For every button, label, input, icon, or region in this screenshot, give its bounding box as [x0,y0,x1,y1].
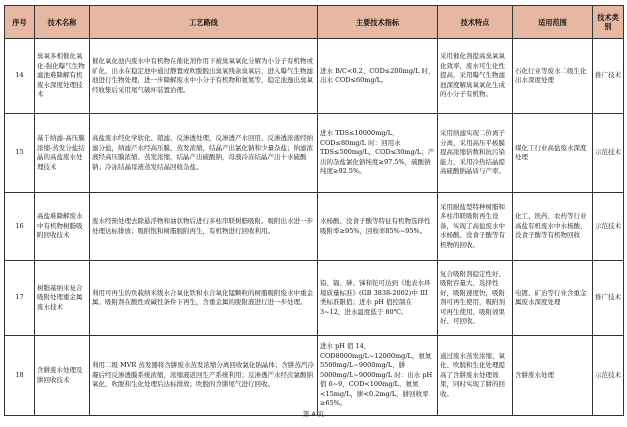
header-metric: 主要技术指标 [318,6,438,39]
cell-metric: 进水 B/C<0.2、COD≤200mg/L 时，出水 COD≤60mg/L。 [318,39,438,114]
cell-route: 利用二级 MVR 蒸发器将含肼废水蒸发浓缩分离回收氯化钠晶体；含肼蒸汽冷凝后经反渗透膜系统浓缩，浓缩液返回生产系统利用；反渗透产水经次氯酸钠氧化、吹脱和生化处理后达标排放；吹脱的含肼尾气进行回收。 [90,336,318,416]
cell-scope: 石化行业等废水二级生化出水深度处理 [513,39,593,114]
cell-category: 推广技术 [593,39,624,114]
cell-route: 废水经预处理去除悬浮物和油状物后进行多柱串联树脂吸附。吸附出水进一步处理达标排放；吸附饱和树脂脱附再生，有机物进行回收利用。 [90,193,318,261]
cell-category: 示范技术 [593,114,624,193]
cell-name: 树脂基纳米复合吸附处理重金属废水技术 [35,261,90,336]
cell-metric: 进水 pH 值 14，COD8000mg/L~12000mg/L，氨氮 5500mg/L~9000mg/L，肼 5000mg/L~9000mg/L 时：出水 pH 值 6~9，COD<100mg/L，氨氮<15mg/L，肼<0.2mg/L，肼回收率≥65%。 [318,336,438,416]
table-row [5,193,624,261]
table-row [5,39,624,114]
cell-category: 示范技术 [593,193,624,261]
cell-scope: 含肼废水处理 [513,336,593,416]
cell-no: 16 [5,193,35,261]
cell-route: 利用可再生的负载纳米级水合氧化铁和水合氧化锰颗粒的树脂吸附废水中重金属。吸附剂在酸性或碱性条件下再生，含重金属的脱附液进行进一步处理。 [90,261,318,336]
table-row [5,114,624,193]
cell-name: 高盐难降解废水中有机物树脂吸附回收技术 [35,193,90,261]
technology-table [4,5,624,416]
cell-no: 14 [5,39,35,114]
header-category: 技术类别 [593,6,624,39]
cell-route: 高盐废水经化学软化、超滤、反渗透处理，反渗透产水回用，反渗透浓液经纳滤分盐，纳滤产水经高压膜、蒸发浓缩，结晶产出氯化钠和少量杂盐；纳滤浓液经高压膜浓缩、蒸发浓缩，结晶产出硫酸钠，母液冷冻结晶产出十水硫酸钠；冷冻结晶母液蒸发结晶回收杂盐。 [90,114,318,193]
header-no: 序号 [5,6,35,39]
cell-no: 18 [5,336,35,416]
header-feature: 技术特点 [438,6,513,39]
cell-route: 催化氧化池内废水中有机物在催化剂作用下被臭氧氧化分解为小分子有机物或矿化，出水在稳定池中通过静置或吹脱脱出臭氧残余臭氧后，进入曝气生物滤池进行生物处理，进一步降解废水中小分子有机物和氨氮等，稳定池逸出臭氧经收集后采用尾气破坏装置治理。 [90,39,318,114]
cell-no: 17 [5,261,35,336]
table-row [5,261,624,336]
cell-no: 15 [5,114,35,193]
cell-metric: 进水 TDS≤10000mg/L，COD≤80mg/L 时：回用水 TDS≤500mg/L，COD≤30mg/L；产出的杂盐氯化钠纯度≥97.5%，硫酸钠纯度≥92.5%。 [318,114,438,193]
cell-name: 臭氧多相催化氧化-强化曝气生物滤池难降解有机废水深度处理技术 [35,39,90,114]
cell-feature: 通过废水蒸发浓缩、氧化、吹脱和生化处理提高了含肼废水处理效果，同时实现了肼的回收。 [438,336,513,416]
page-number: 第 4 页 [302,410,325,418]
header-scope: 适用范围 [513,6,593,39]
cell-metric: 铅、镉、砷、锑和铊可达到《地表水环境质量标准》(GB 3838-2002)中 III 类标准限值；进水 pH 值控制在 3~12，进水温度低于 80℃。 [318,261,438,336]
cell-feature: 采用纳滤实现二价离子分离，采用高压平板膜提高浓缩倍数和抗污染能力，采用冷热结晶提高硫酸钠晶质与产率。 [438,114,513,193]
cell-feature: 采用耐盐型特种树脂和多柱串联吸附再生设备，实现了高盐废水中水杨酸、没食子酸等有机物的回收。 [438,193,513,261]
cell-feature: 采用催化剂提高臭氧氧化效率，废水可生化性提高，采用曝气生物滤池深度解臭氧氧化生成的小分子有机物。 [438,39,513,114]
cell-scope: 化工、医药、农药等行业高盐有机废水中水杨酸、没食子酸等有机物回收 [513,193,593,261]
table-header-row [5,6,624,39]
table-row [5,336,624,416]
header-route: 工艺路线 [90,6,318,39]
cell-scope: 煤化工行业高盐废水深度处理 [513,114,593,193]
cell-scope: 电镀、矿冶等行业含重金属废水深度处理 [513,261,593,336]
cell-name: 基于纳滤-高压膜浓缩-蒸发分盐结晶的高盐废水处理技术 [35,114,90,193]
cell-feature: 复合吸附剂稳定性好、吸附容量大、选择性好，吸附速度快，吸附剂可再生使用，吸附剂可再生使用，吸附效果好、可回收。 [438,261,513,336]
header-name: 技术名称 [35,6,90,39]
cell-name: 含肼废水处理及肼回收技术 [35,336,90,416]
cell-category: 示范技术 [593,336,624,416]
cell-category: 推广技术 [593,261,624,336]
cell-metric: 水杨酸、没食子酸等特征有机物选择性吸附率≥95%，回收率85%~95%。 [318,193,438,261]
